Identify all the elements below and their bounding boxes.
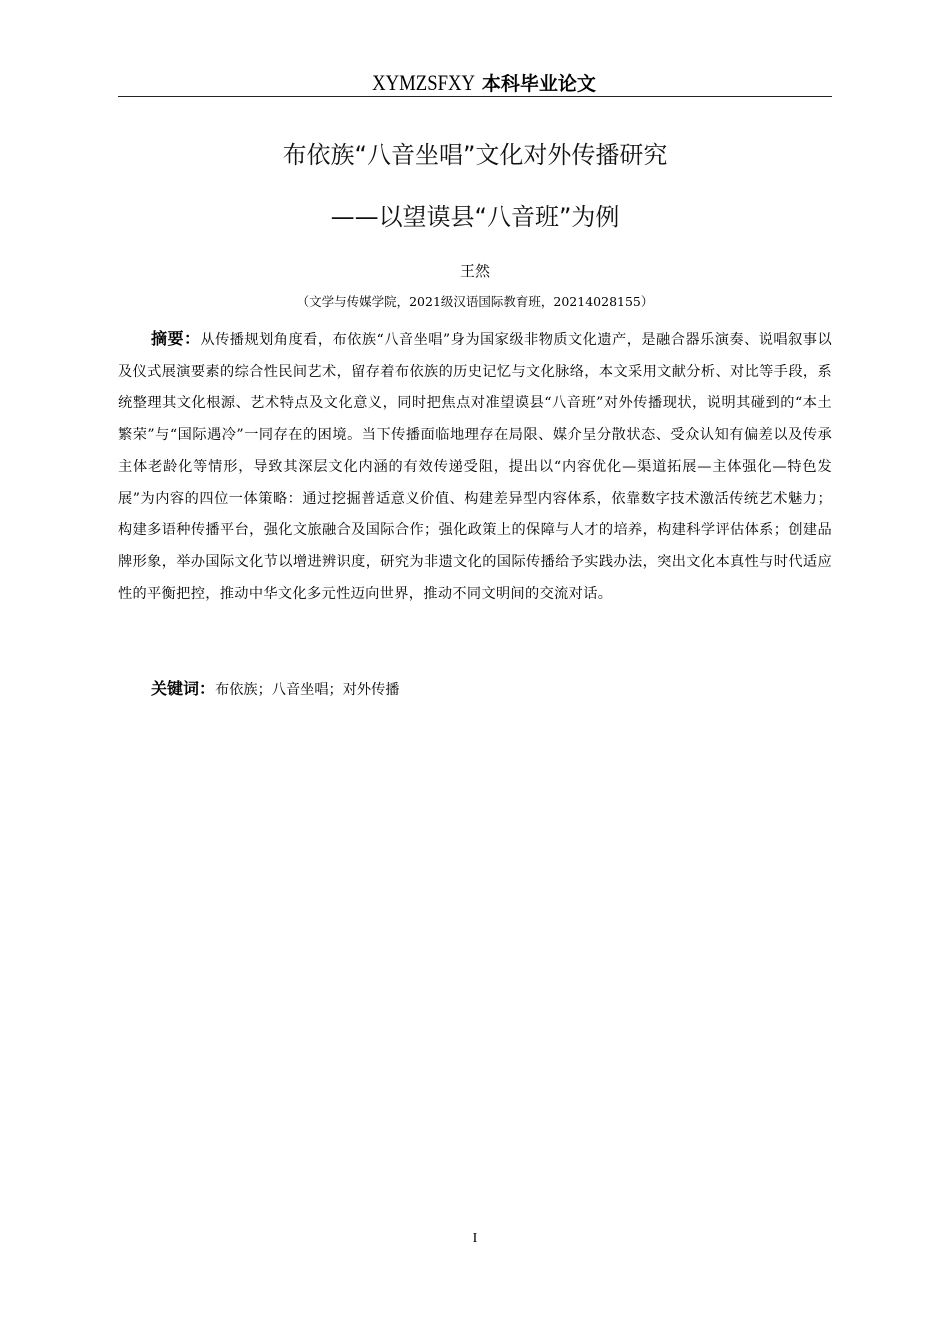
abstract [118, 323, 832, 610]
keywords [151, 675, 399, 704]
paper-subtitle: ——以望谟县“八音班”为例 [330, 203, 620, 231]
keywords-text: 布依族；八音坐唱；对外传播 [215, 682, 400, 698]
abstract-label: 摘要： [151, 329, 201, 348]
author-affiliation: （文学与传媒学院，2021级汉语国际教育班，20214028155） [296, 294, 654, 309]
running-header [118, 68, 832, 98]
author-name: 王然 [459, 262, 490, 280]
keywords-label: 关键词： [151, 679, 216, 698]
header-rule [118, 96, 832, 97]
page-number: I [472, 1231, 478, 1246]
header-code: XYMZSFXY [372, 70, 476, 95]
header-label: 本科毕业论文 [481, 73, 596, 95]
paper-title: 布依族“八音坐唱”文化对外传播研究 [282, 141, 668, 169]
abstract-text: 从传播规划角度看，布依族“八音坐唱”身为国家级非物质文化遗产，是融合器乐演奏、说唱叙事以及仪式展演要素的综合性民间艺术，留存着布依族的历史记忆与文化脉络，本文采用文献分析、对比等手段，系统整理其文化根源、艺术特点及文化意义，同时把焦点对准望谟县“八音班”对外传播现状，说明其碰到的“本土繁荣”与“国际遇冷”一同存在的困境。当下传播面临地理存在局限、媒介呈分散状态、受众认知有偏差以及传承主体老龄化等情形，导致其深层文化内涵的有效传递受阻，提出以“内容优化—渠道拓展—主体强化—特色发展”为内容的四位一体策略：通过挖掘普适意义价值、构建差异型内容体系，依靠数字技术激活传统艺术魅力；构建多语种传播平台，强化文旅融合及国际合作；强化政策上的保障与人才的培养，构建科学评估体系；创建品牌形象，举办国际文化节以增进辨识度，研究为非遗文化的国际传播给予实践办法，突出文化本真性与时代适应性的平衡把控，推动中华文化多元性迈向世界，推动不同文明间的交流对话。 [118, 332, 832, 602]
